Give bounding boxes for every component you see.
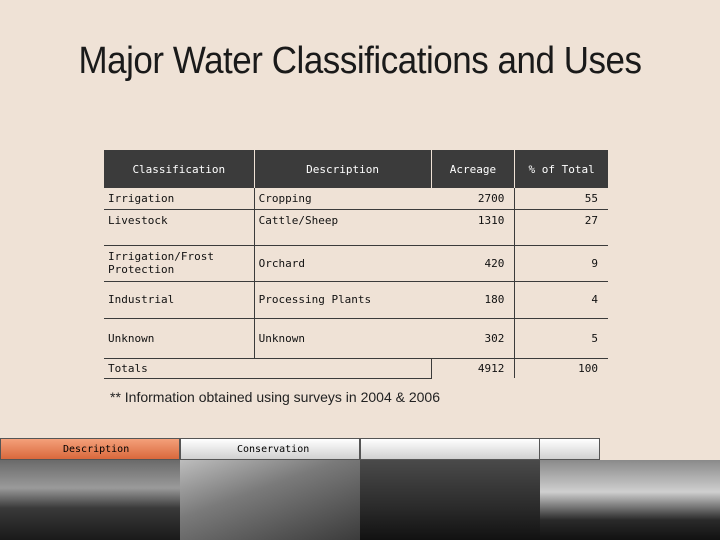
river-photo <box>0 460 180 540</box>
cell-percent: 9 <box>515 245 608 281</box>
cell-classification: Industrial <box>104 281 254 318</box>
water-classification-table <box>104 150 608 379</box>
totals-acreage: 4912 <box>431 358 515 378</box>
cell-percent: 5 <box>515 318 608 358</box>
pivot-irrigation-photo <box>540 460 720 540</box>
cell-classification: Irrigation <box>104 188 254 209</box>
landscape-photo-strip <box>0 460 720 540</box>
cell-percent: 55 <box>515 188 608 209</box>
cell-acreage: 302 <box>431 318 515 358</box>
totals-label: Totals <box>104 358 254 378</box>
cell-classification: Irrigation/Frost Protection <box>104 245 254 281</box>
canal-photo <box>180 460 360 540</box>
nav-tab-description[interactable]: Description <box>0 438 180 460</box>
table-row <box>104 318 608 358</box>
nav-tab-conservation[interactable]: Conservation <box>180 438 360 460</box>
header-description: Description <box>254 150 431 188</box>
survey-note: ** Information obtained using surveys in 2004 & 2006 <box>110 389 440 405</box>
cell-percent: 4 <box>515 281 608 318</box>
header-classification: Classification <box>104 150 254 188</box>
cell-acreage: 420 <box>431 245 515 281</box>
totals-spacer <box>254 358 431 378</box>
header-percent-total: % of Total <box>515 150 608 188</box>
table-row <box>104 209 608 245</box>
header-acreage: Acreage <box>431 150 515 188</box>
cell-acreage: 2700 <box>431 188 515 209</box>
cell-acreage: 180 <box>431 281 515 318</box>
cell-description: Cropping <box>254 188 431 209</box>
cell-classification: Livestock <box>104 209 254 245</box>
table-row <box>104 188 608 209</box>
totals-row <box>104 358 608 378</box>
cell-percent: 27 <box>515 209 608 245</box>
cell-acreage: 1310 <box>431 209 515 245</box>
cell-description: Unknown <box>254 318 431 358</box>
table-row <box>104 245 608 281</box>
cell-description: Orchard <box>254 245 431 281</box>
cell-classification: Unknown <box>104 318 254 358</box>
cell-description: Processing Plants <box>254 281 431 318</box>
slide-title: Major Water Classifications and Uses <box>78 40 642 82</box>
cell-description: Cattle/Sheep <box>254 209 431 245</box>
totals-percent: 100 <box>515 358 608 378</box>
table-header-row <box>104 150 608 188</box>
field-photo <box>360 460 540 540</box>
nav-tab-curtailment-bg <box>360 438 540 460</box>
table-row <box>104 281 608 318</box>
